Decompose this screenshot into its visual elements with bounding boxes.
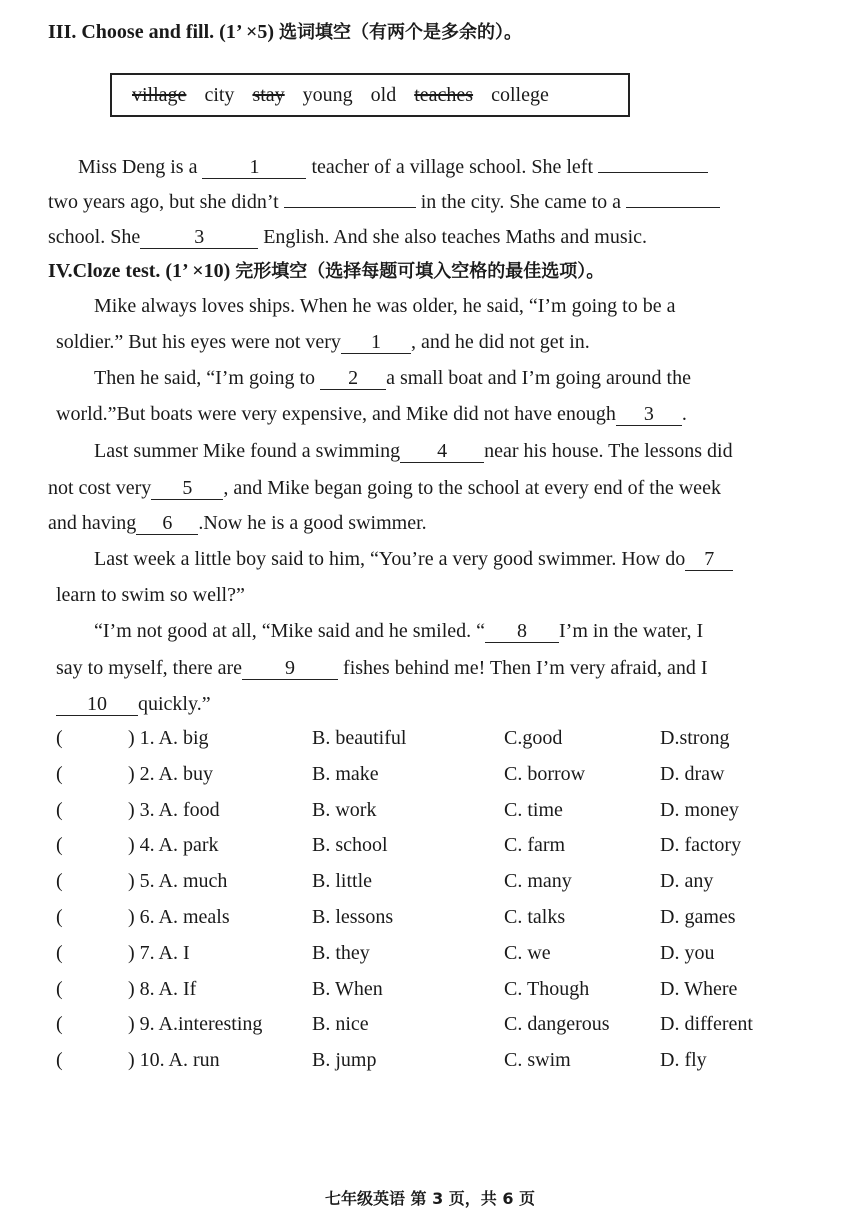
word-bank-item: village <box>132 83 187 106</box>
option-d: D. Where <box>660 977 738 1000</box>
option-c: C. borrow <box>504 762 586 785</box>
cloze-line-7: and having 6 .Now he is a good swimmer. <box>48 512 427 534</box>
option-row <box>56 834 816 864</box>
option-c: C.good <box>504 727 563 749</box>
option-d: D. different <box>660 1013 753 1036</box>
answer-paren[interactable]: ( <box>56 727 63 749</box>
cloze-blank-10[interactable]: 10 <box>56 693 138 716</box>
option-c: C. talks <box>504 906 566 928</box>
s3-line-2: two years ago, but she didn’t in the city. She came to a <box>48 185 720 216</box>
answer-paren[interactable]: ( <box>56 798 63 821</box>
option-a: ) 5. A. much <box>128 870 228 893</box>
option-row <box>56 942 816 972</box>
option-c: C. dangerous <box>504 1013 610 1036</box>
cloze-blank-2[interactable]: 2 <box>320 367 386 390</box>
s3-blank-2[interactable] <box>598 150 708 173</box>
option-row <box>56 799 816 829</box>
option-c: C. Though <box>504 977 590 1000</box>
option-d: D.strong <box>660 727 730 749</box>
option-b: B. work <box>312 798 377 821</box>
cloze-line-4: world.”But boats were very expensive, and Mike did not have enough 3 . <box>56 403 687 425</box>
s3-blank-1[interactable]: 1 <box>202 156 306 179</box>
word-bank-item: teaches <box>414 83 474 106</box>
cloze-blank-8[interactable]: 8 <box>485 620 559 643</box>
option-d: D. any <box>660 870 714 893</box>
option-a: ) 2. A. buy <box>128 762 213 785</box>
s3-blank-5[interactable]: 3 <box>140 226 258 249</box>
answer-paren[interactable]: ( <box>56 762 63 785</box>
option-row <box>56 1049 816 1079</box>
cloze-blank-3[interactable]: 3 <box>616 403 682 426</box>
option-d: D. draw <box>660 762 725 785</box>
option-d: D. you <box>660 941 715 964</box>
option-b: B. little <box>312 870 372 893</box>
option-b: B. jump <box>312 1049 377 1072</box>
page-footer: 七年级英语 第 3 页，共 6 页 <box>324 1189 536 1208</box>
cloze-blank-1[interactable]: 1 <box>341 331 411 354</box>
answer-paren[interactable]: ( <box>56 977 63 1000</box>
option-row <box>56 727 816 757</box>
option-b: B. nice <box>312 1013 369 1036</box>
option-b: B. When <box>312 977 383 1000</box>
option-c: C. time <box>504 798 563 821</box>
cloze-blank-6[interactable]: 6 <box>136 512 198 535</box>
option-a: ) 9. A.interesting <box>128 1013 263 1036</box>
option-a: ) 1. A. big <box>128 727 209 749</box>
option-b: B. lessons <box>312 906 394 928</box>
cloze-line-3: Then he said, “I’m going to 2 a small boat and I’m going around the <box>94 367 691 389</box>
answer-paren[interactable]: ( <box>56 1049 63 1072</box>
cloze-blank-7[interactable]: 7 <box>685 548 733 571</box>
cloze-blank-4[interactable]: 4 <box>400 440 484 463</box>
word-bank-item: old <box>370 83 397 106</box>
option-row <box>56 1013 816 1043</box>
option-a: ) 8. A. If <box>128 977 197 1000</box>
s3-line-3: school. She 3 English. And she also teaches Maths and music. <box>48 226 648 248</box>
cloze-line-2: soldier.” But his eyes were not very 1 , and he did not get in. <box>56 331 590 353</box>
option-d: D. factory <box>660 834 742 857</box>
cloze-line-6: not cost very 5 , and Mike began going to the school at every end of the week <box>48 477 721 499</box>
cloze-line-5: Last summer Mike found a swimming 4 near his house. The lessons did <box>94 440 733 462</box>
option-row <box>56 870 816 900</box>
option-a: ) 4. A. park <box>128 834 219 857</box>
cloze-blank-5[interactable]: 5 <box>151 477 223 500</box>
option-a: ) 10. A. run <box>128 1049 220 1072</box>
word-bank-item: young <box>302 83 353 106</box>
option-d: D. money <box>660 798 739 821</box>
cloze-line-12: 10 quickly.” <box>56 690 211 718</box>
option-c: C. many <box>504 870 572 893</box>
option-b: B. beautiful <box>312 727 407 749</box>
option-row <box>56 978 816 1008</box>
section-3-instruction: 选词填空（有两个是多余的）。 <box>279 22 523 43</box>
cloze-line-9: learn to swim so well?” <box>56 584 245 606</box>
section-3-title: III. Choose and fill. (1’ ×5) <box>48 21 275 43</box>
cloze-line-11: say to myself, there are 9 fishes behind me! Then I’m very afraid, and I <box>56 657 708 679</box>
option-c: C. swim <box>504 1049 571 1072</box>
section-4-heading <box>48 257 604 283</box>
option-c: C. farm <box>504 834 566 857</box>
section-4-instruction: 完形填空（选择每题可填入空格的最佳选项）。 <box>235 261 605 282</box>
answer-paren[interactable]: ( <box>56 906 63 928</box>
answer-paren[interactable]: ( <box>56 1013 63 1036</box>
cloze-blank-9[interactable]: 9 <box>242 657 338 680</box>
cloze-line-8: Last week a little boy said to him, “You’re a very good swimmer. How do 7 <box>94 545 733 573</box>
word-bank-box <box>110 73 630 117</box>
cloze-line-1: Mike always loves ships. When he was older, he said, “I’m going to be a <box>94 295 676 317</box>
option-row <box>56 906 816 936</box>
section-4-title: IV.Cloze test. (1’ ×10) <box>48 260 231 282</box>
answer-paren[interactable]: ( <box>56 834 63 857</box>
option-c: C. we <box>504 941 551 964</box>
answer-paren[interactable]: ( <box>56 870 63 893</box>
word-bank-item: college <box>491 83 549 106</box>
answer-paren[interactable]: ( <box>56 941 63 964</box>
option-d: D. fly <box>660 1049 707 1072</box>
cloze-line-10: “I’m not good at all, “Mike said and he smiled. “ 8 I’m in the water, I <box>94 620 704 642</box>
word-bank-item: city <box>204 83 235 106</box>
option-b: B. make <box>312 762 379 785</box>
s3-blank-4[interactable] <box>626 185 720 208</box>
option-a: ) 7. A. I <box>128 941 190 964</box>
word-bank-item: stay <box>252 83 285 106</box>
s3-blank-3[interactable] <box>284 185 416 208</box>
option-row <box>56 763 816 793</box>
option-a: ) 3. A. food <box>128 798 220 821</box>
option-b: B. they <box>312 941 370 964</box>
s3-line-1: Miss Deng is a 1 teacher of a village school. She left <box>78 150 708 181</box>
option-d: D. games <box>660 906 736 928</box>
option-a: ) 6. A. meals <box>128 906 230 928</box>
section-3-heading <box>48 18 522 44</box>
option-b: B. school <box>312 834 388 857</box>
